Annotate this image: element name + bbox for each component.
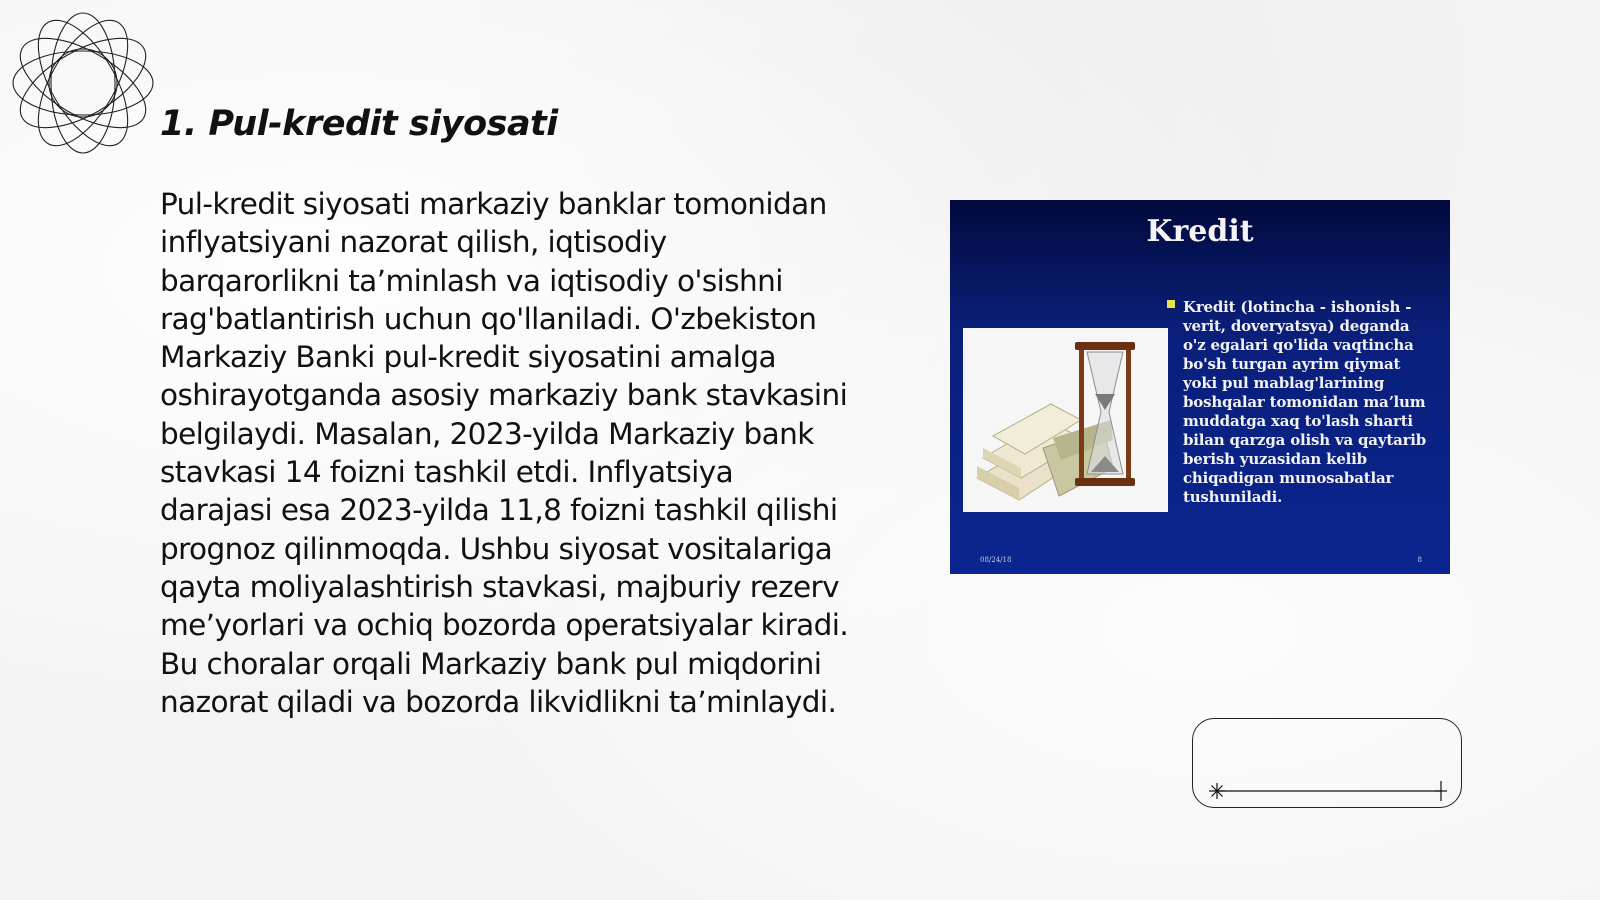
slide-footer-date: 08/24/18 [980,556,1012,564]
kredit-slide-image [950,200,1450,574]
interlaced-circles-logo-icon [10,10,156,156]
slide-footer-page-number: 8 [1417,556,1422,564]
star-line-cross-decoration-icon [1205,780,1451,802]
slide-title: 1. Pul-kredit siyosati [160,104,558,144]
hourglass-money-photo [963,328,1168,512]
hourglass-money-icon [963,328,1168,512]
kredit-slide-title: Kredit [1146,214,1254,249]
slide-bullet-marker [1167,300,1175,308]
slide-body-text: Pul-kredit siyosati markaziy banklar tomonidan inflyatsiyani nazorat qilish, iqtisodiy barqarorlikni taʼminlash va iqtisodiy o'sishni rag'batlantirish uchun qo'llaniladi. O'zbekiston Markaziy Banki pul-kredit siyosatini amalga oshirayotganda asosiy markaziy bank stavkasini belgilaydi. Masalan, 2023-yilda Markaziy bank stavkasi 14 foizni tashkil etdi. Inflyatsiya darajasi esa 2023-yilda 11,8 foizni tashkil qilishi prognoz qilinmoqda. Ushbu siyosat vositalariga qayta moliyalashtirish stavkasi, majburiy rezerv meʼyorlari va ochiq bozorda operatsiyalar kiradi. Bu choralar orqali Markaziy bank pul miqdorini nazorat qiladi va bozorda likvidlikni taʼminlaydi. [160,187,849,719]
kredit-definition-text: Kredit (lotincha - ishonish - verit, doveryatsya) deganda o'z egalari qo'lida vaqtincha bo'sh turgan ayrim qiymat yoki pul mablag'larining boshqalar tomonidan maʼlum muddatga xaq to'lash sharti bilan qarzga olish va qaytarib berish yuzasidan kelib chiqadigan munosabatlar tushuniladi. [1183,298,1427,506]
